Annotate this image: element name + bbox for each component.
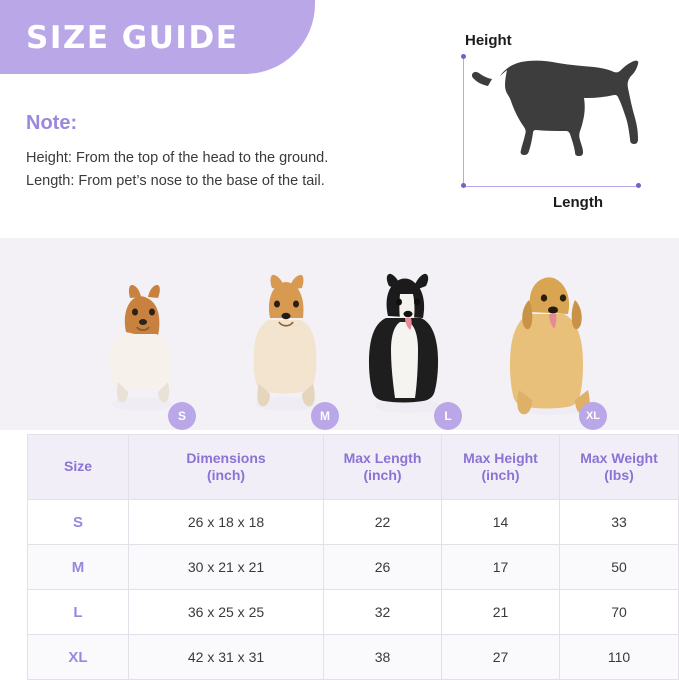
photo-cell-m: [225, 270, 345, 430]
table-header-row: [28, 435, 679, 500]
row-l-dimensions: 36 x 25 x 25: [129, 590, 324, 635]
header-dimensions-unit: (inch): [206, 467, 246, 483]
note-length-text: Length: From pet’s nose to the base of the tail.: [26, 173, 325, 189]
table-row: [28, 635, 679, 680]
corgi-photo: [82, 272, 202, 422]
header-max-weight-main: Max Weight: [580, 449, 658, 466]
row-m-max-height: 17: [442, 545, 560, 590]
header-max-length: [324, 435, 442, 500]
height-label: Height: [465, 32, 512, 49]
border-collie-photo: [348, 272, 468, 422]
height-top-dot: [461, 54, 466, 59]
height-axis-line: [463, 56, 464, 186]
header-max-weight-unit: (lbs): [604, 467, 634, 483]
row-s-max-height: 14: [442, 500, 560, 545]
row-l-max-length: 32: [324, 590, 442, 635]
header-max-height-unit: (inch): [481, 467, 520, 483]
table-row: [28, 500, 679, 545]
size-table-wrapper: [27, 434, 658, 680]
photo-cell-xl: [493, 270, 613, 430]
header-section: [0, 0, 679, 238]
header-dimensions-main: Dimensions: [186, 449, 266, 466]
page-title: SIZE GUIDE: [26, 20, 239, 56]
note-height-text: Height: From the top of the head to the ground.: [26, 150, 329, 166]
table-row: [28, 545, 679, 590]
row-s-max-weight: 33: [560, 500, 679, 545]
golden-retriever-photo: [493, 272, 613, 422]
header-max-height: [442, 435, 560, 500]
size-table: [27, 434, 679, 680]
header-max-height-main: Max Height: [463, 449, 538, 466]
table-row: [28, 590, 679, 635]
shiba-inu-photo: [225, 272, 345, 422]
row-xl-max-length: 38: [324, 635, 442, 680]
photo-cell-l: [348, 270, 468, 430]
photo-cell-s: [82, 270, 202, 430]
measurement-diagram: [440, 22, 665, 222]
row-m-dimensions: 30 x 21 x 21: [129, 545, 324, 590]
table-head: [28, 435, 679, 500]
table-body: [28, 500, 679, 680]
row-l-max-weight: 70: [560, 590, 679, 635]
row-xl-max-weight: 110: [560, 635, 679, 680]
row-s-max-length: 22: [324, 500, 442, 545]
row-m-size: M: [28, 545, 129, 590]
row-l-max-height: 21: [442, 590, 560, 635]
row-m-max-weight: 50: [560, 545, 679, 590]
header-max-weight: [560, 435, 679, 500]
header-max-length-main: Max Length: [343, 449, 422, 466]
size-chip-s: S: [168, 402, 196, 430]
row-l-size: L: [28, 590, 129, 635]
size-chip-xl: XL: [579, 402, 607, 430]
header-dimensions: [129, 435, 324, 500]
header-max-length-unit: (inch): [363, 467, 402, 483]
row-m-max-length: 26: [324, 545, 442, 590]
row-s-dimensions: 26 x 18 x 18: [129, 500, 324, 545]
header-size-main: Size: [63, 458, 92, 475]
size-chip-m: M: [311, 402, 339, 430]
row-xl-dimensions: 42 x 31 x 31: [129, 635, 324, 680]
row-xl-max-height: 27: [442, 635, 560, 680]
row-xl-size: XL: [28, 635, 129, 680]
note-heading: Note:: [26, 112, 78, 134]
length-label: Length: [553, 194, 603, 211]
dog-silhouette-icon: [470, 42, 650, 192]
header-size: [28, 435, 129, 500]
size-chip-l: L: [434, 402, 462, 430]
row-s-size: S: [28, 500, 129, 545]
height-bottom-dot: [461, 183, 466, 188]
dog-photo-strip: [0, 238, 679, 430]
